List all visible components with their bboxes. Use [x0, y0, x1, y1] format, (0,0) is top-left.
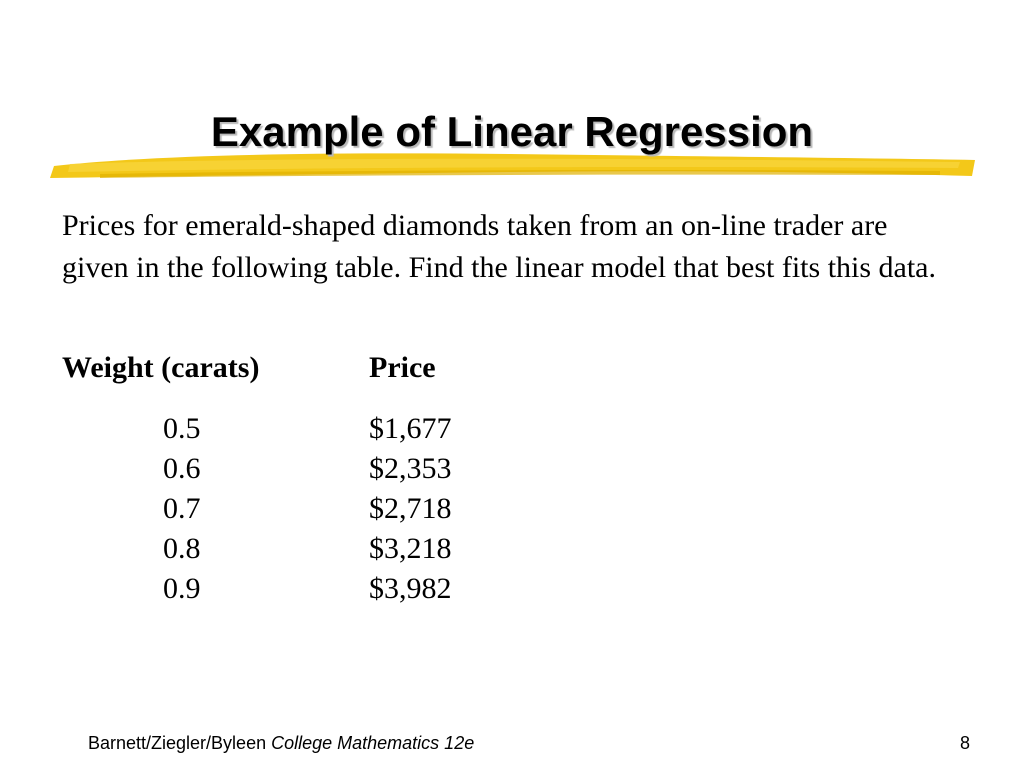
weight-column	[163, 409, 201, 609]
footer-authors: Barnett/Ziegler/Byleen	[88, 733, 267, 753]
weight-cell: 0.9	[163, 572, 201, 605]
weight-column-header: Weight (carats)	[62, 351, 260, 384]
price-column	[369, 409, 452, 609]
footer-book-title: College Mathematics 12e	[271, 733, 475, 753]
page-number: 8	[959, 733, 970, 753]
price-cell: $1,677	[369, 412, 452, 445]
price-cell: $3,982	[369, 572, 452, 605]
problem-statement: Prices for emerald-shaped diamonds taken from an on-line trader are given in the following table. Find the linear model that best fits this data.	[62, 209, 936, 284]
weight-cell: 0.7	[163, 492, 201, 525]
slide-title: Example of Linear Regression	[210, 108, 814, 155]
weight-cell: 0.6	[163, 452, 201, 485]
price-cell: $2,718	[369, 492, 452, 525]
price-column-header: Price	[369, 351, 436, 384]
price-cell: $2,353	[369, 452, 452, 485]
weight-cell: 0.8	[163, 532, 201, 565]
footer-citation	[88, 732, 474, 754]
weight-cell: 0.5	[163, 412, 201, 445]
price-cell: $3,218	[369, 532, 452, 565]
